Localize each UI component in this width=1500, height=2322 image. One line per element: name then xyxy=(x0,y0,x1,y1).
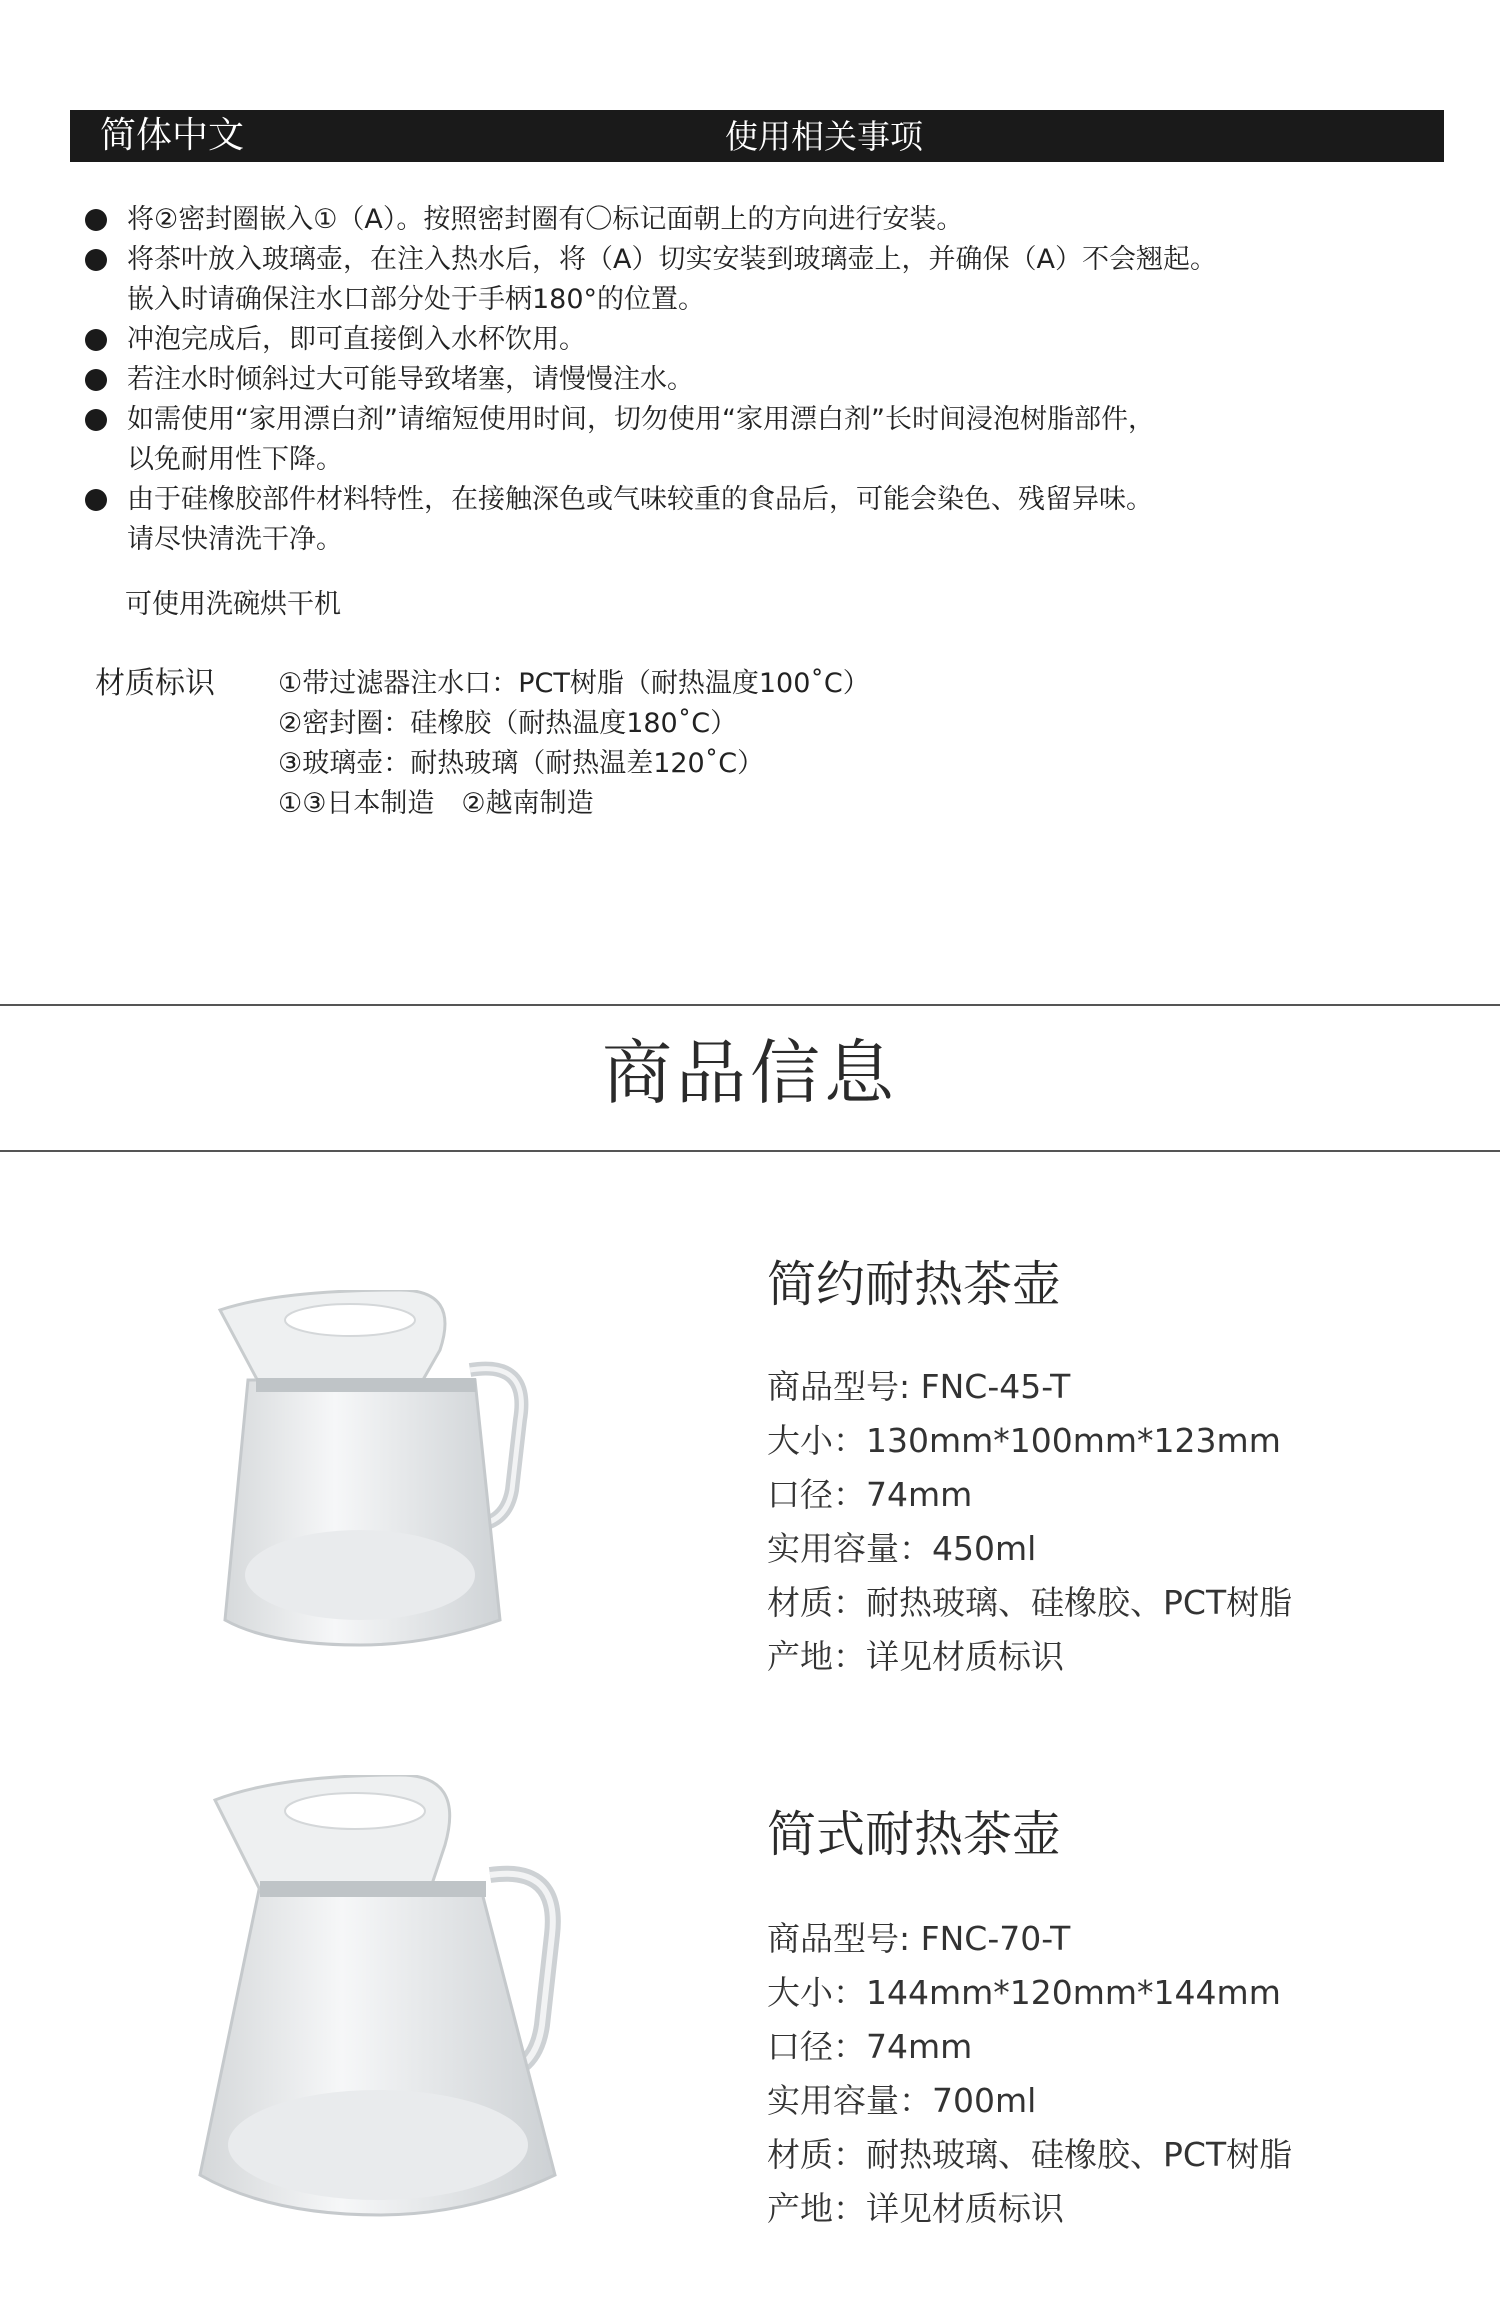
language-label: 简体中文 xyxy=(100,115,245,156)
bullet-icon xyxy=(85,329,107,351)
usage-note xyxy=(85,200,1425,240)
product-specs xyxy=(767,1912,1292,2236)
bullet-icon xyxy=(85,489,107,511)
spec-model: 商品型号: FNC-70-T xyxy=(767,1919,1071,1958)
product-info-title: 商品信息 xyxy=(602,1032,898,1114)
note-line: 以免耐用性下降。 xyxy=(127,444,343,475)
teapot-image xyxy=(190,1775,570,2225)
material-item: ③玻璃壶：耐热玻璃（耐热温差120˚C） xyxy=(278,748,765,779)
section-divider-bottom xyxy=(0,1150,1500,1152)
spec-diameter: 口径：74mm xyxy=(767,1475,973,1514)
note-line: 冲泡完成后，即可直接倒入水杯饮用。 xyxy=(127,324,586,355)
usage-note xyxy=(85,240,1425,320)
usage-note xyxy=(85,400,1425,480)
usage-notes-title: 使用相关事项 xyxy=(725,117,923,156)
note-line: 由于硅橡胶部件材料特性，在接触深色或气味较重的食品后，可能会染色、残留异味。 xyxy=(127,484,1153,515)
note-line: 请尽快清洗干净。 xyxy=(127,524,343,555)
material-item: ①带过滤器注水口：PCT树脂（耐热温度100˚C） xyxy=(278,668,870,699)
bullet-icon xyxy=(85,409,107,431)
spec-origin: 产地：详见材质标识 xyxy=(767,2189,1064,2228)
spec-model: 商品型号: FNC-45-T xyxy=(767,1367,1071,1406)
bullet-icon xyxy=(85,249,107,271)
dishwasher-note: 可使用洗碗烘干机 xyxy=(125,589,341,620)
spec-capacity: 实用容量：450ml xyxy=(767,1529,1037,1568)
spec-size: 大小：130mm*100mm*123mm xyxy=(767,1421,1281,1460)
note-line: 嵌入时请确保注水口部分处于手柄180°的位置。 xyxy=(127,284,706,315)
usage-notes-list xyxy=(85,200,1425,560)
spec-material: 材质：耐热玻璃、硅橡胶、PCT树脂 xyxy=(767,1583,1293,1622)
materials-list xyxy=(278,664,870,824)
product-name: 简式耐热茶壶 xyxy=(767,1806,1062,1863)
bullet-icon xyxy=(85,369,107,391)
spec-origin: 产地：详见材质标识 xyxy=(767,1637,1064,1676)
materials-label: 材质标识 xyxy=(95,666,215,701)
material-item: ②密封圈：硅橡胶（耐热温度180˚C） xyxy=(278,708,738,739)
product-name: 简约耐热茶壶 xyxy=(767,1256,1062,1313)
note-line: 如需使用“家用漂白剂”请缩短使用时间，切勿使用“家用漂白剂”长时间浸泡树脂部件， xyxy=(127,404,1155,435)
section-divider-top xyxy=(0,1004,1500,1006)
usage-note xyxy=(85,360,1425,400)
note-line: 将②密封圈嵌入①（A）。按照密封圈有〇标记面朝上的方向进行安装。 xyxy=(127,204,964,235)
usage-note xyxy=(85,480,1425,560)
spec-size: 大小：144mm*120mm*144mm xyxy=(767,1973,1281,2012)
product-specs xyxy=(767,1360,1292,1684)
note-line: 若注水时倾斜过大可能导致堵塞，请慢慢注水。 xyxy=(127,364,694,395)
usage-notes-header xyxy=(70,110,1444,162)
note-line: 将茶叶放入玻璃壶，在注入热水后，将（A）切实安装到玻璃壶上，并确保（A）不会翘起。 xyxy=(127,244,1217,275)
material-item: ①③日本制造 ②越南制造 xyxy=(278,788,594,819)
spec-diameter: 口径：74mm xyxy=(767,2027,973,2066)
bullet-icon xyxy=(85,209,107,231)
teapot-image xyxy=(200,1290,540,1660)
usage-note xyxy=(85,320,1425,360)
spec-capacity: 实用容量：700ml xyxy=(767,2081,1037,2120)
spec-material: 材质：耐热玻璃、硅橡胶、PCT树脂 xyxy=(767,2135,1293,2174)
